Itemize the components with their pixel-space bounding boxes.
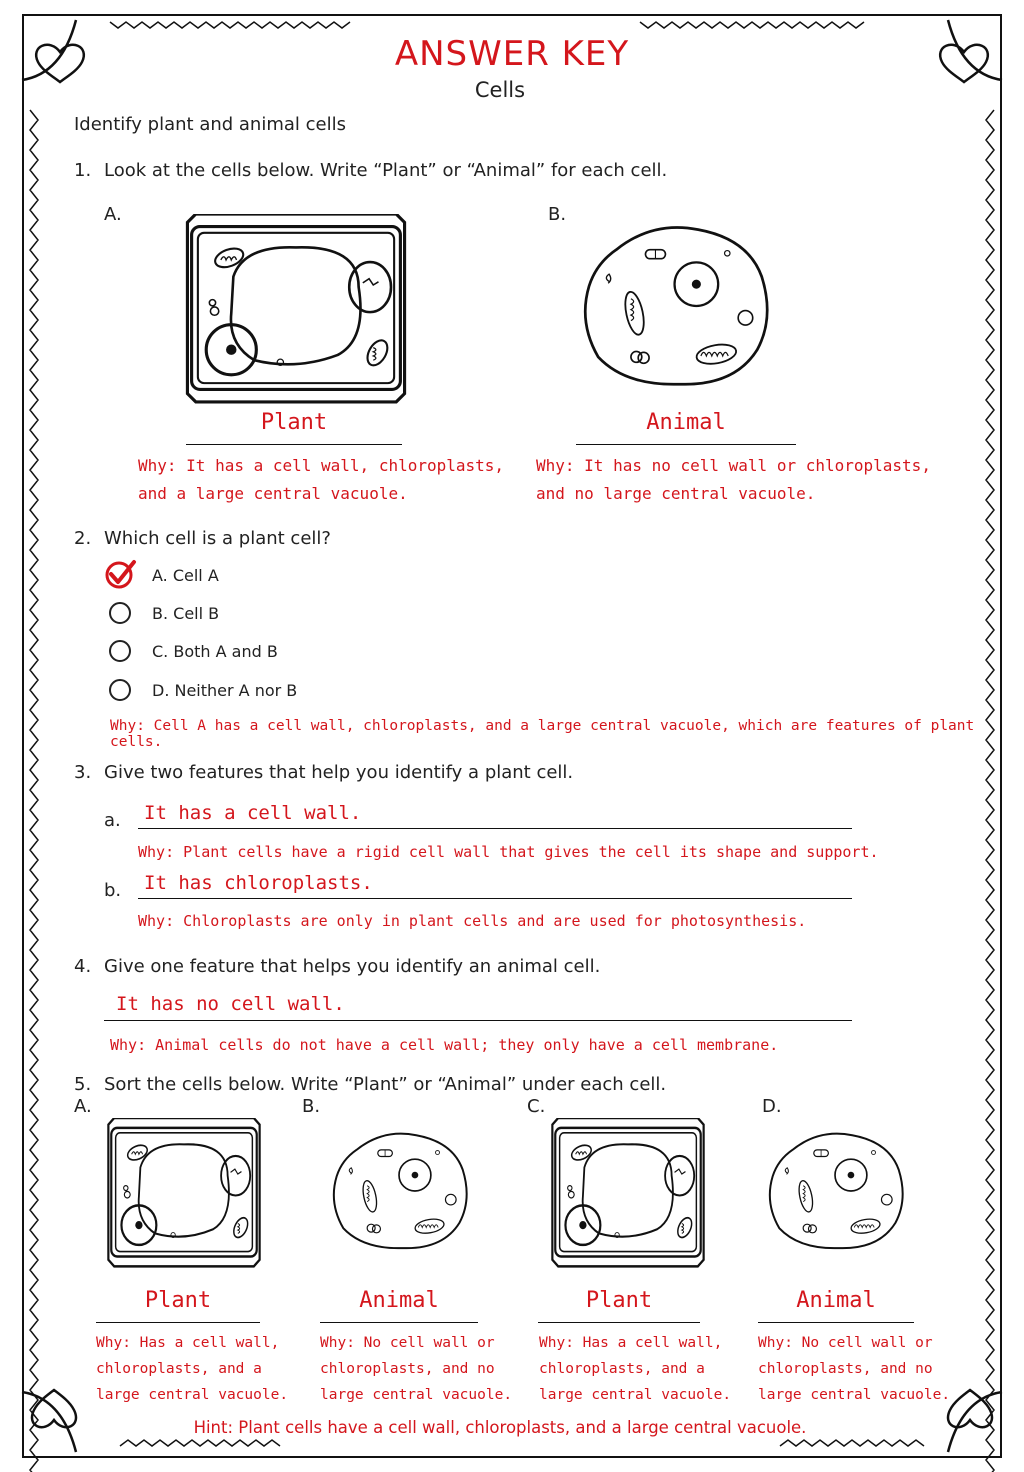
q5-why-d-line2: chloroplasts, and no bbox=[758, 1361, 933, 1377]
q5-cell-a-label: A. bbox=[74, 1096, 92, 1117]
q1-text: Look at the cells below. Write “Plant” or “Animal” for each cell. bbox=[104, 160, 668, 181]
q5-why-c bbox=[539, 1330, 731, 1408]
q5-cell-b-image bbox=[330, 1118, 476, 1264]
q5-why-a-line3: large central vacuole. bbox=[96, 1387, 289, 1403]
q5-why-c-line2: chloroplasts, and a bbox=[539, 1361, 705, 1377]
q1-why-a-line2: and a large central vacuole. bbox=[138, 484, 408, 503]
q3-a-line bbox=[138, 828, 852, 829]
q5-why-d-line3: large central vacuole. bbox=[758, 1387, 951, 1403]
q5-why-c-line3: large central vacuole. bbox=[539, 1387, 732, 1403]
q5-cell-c-image bbox=[548, 1118, 708, 1268]
q5-why-d bbox=[758, 1330, 950, 1408]
page-title: ANSWER KEY bbox=[394, 34, 630, 74]
q5-why-a bbox=[96, 1330, 288, 1408]
q5-cell-d-label: D. bbox=[762, 1096, 782, 1117]
q5-cell-c-label: C. bbox=[527, 1096, 546, 1117]
q3-a-answer: It has a cell wall. bbox=[144, 802, 362, 824]
q4-line bbox=[104, 1020, 852, 1021]
q5-why-d-line1: Why: No cell wall or bbox=[758, 1335, 933, 1351]
q5-why-c-line1: Why: Has a cell wall, bbox=[539, 1335, 723, 1351]
q1-why-b-line1: Why: It has no cell wall or chloroplasts, bbox=[536, 456, 931, 475]
q1-why-a-line1: Why: It has a cell wall, chloroplasts, bbox=[138, 456, 505, 475]
q2-why: Why: Cell A has a cell wall, chloroplasts, and a large central vacuole, which are features of plant cells. bbox=[110, 718, 975, 750]
q1-cell-b-label: B. bbox=[548, 204, 567, 225]
q1-cell-a-label: A. bbox=[104, 204, 122, 225]
q5-text: Sort the cells below. Write “Plant” or “Animal” under each cell. bbox=[104, 1074, 667, 1095]
q5-cell-a-image bbox=[104, 1118, 264, 1268]
q1-plant-cell-image bbox=[176, 214, 416, 404]
q3-b-why: Why: Chloroplasts are only in plant cells and are used for photosynthesis. bbox=[138, 912, 807, 930]
q1-animal-cell-image bbox=[580, 214, 780, 398]
q1-answer-b-line bbox=[576, 444, 796, 445]
q5-why-a-line2: chloroplasts, and a bbox=[96, 1361, 262, 1377]
q1-why-b bbox=[536, 452, 931, 508]
q3-text: Give two features that help you identify a plant cell. bbox=[104, 762, 574, 783]
q5-cell-b-label: B. bbox=[302, 1096, 321, 1117]
q4-why: Why: Animal cells do not have a cell wall; they only have a cell membrane. bbox=[110, 1036, 779, 1054]
q5-answer-d: Animal bbox=[796, 1288, 876, 1313]
instructions: Identify plant and animal cells bbox=[74, 114, 346, 135]
option-b-label[interactable]: B. Cell B bbox=[152, 604, 220, 623]
q4-number: 4. bbox=[74, 956, 92, 977]
q5-answer-a-line bbox=[96, 1322, 260, 1323]
option-c-label[interactable]: C. Both A and B bbox=[152, 642, 278, 661]
q1-answer-b: Animal bbox=[646, 410, 726, 435]
q5-answer-c-line bbox=[538, 1322, 700, 1323]
q5-answer-b: Animal bbox=[359, 1288, 439, 1313]
q1-why-a bbox=[138, 452, 504, 508]
option-c-radio[interactable] bbox=[109, 640, 131, 662]
hint-text: Hint: Plant cells have a cell wall, chloroplasts, and a large central vacuole. bbox=[193, 1418, 807, 1437]
q5-why-b-line2: chloroplasts, and no bbox=[320, 1361, 495, 1377]
q5-why-a-line1: Why: Has a cell wall, bbox=[96, 1335, 280, 1351]
q4-text: Give one feature that helps you identify an animal cell. bbox=[104, 956, 601, 977]
q5-answer-b-line bbox=[320, 1322, 478, 1323]
q3-b-label: b. bbox=[104, 880, 122, 901]
q1-why-b-line2: and no large central vacuole. bbox=[536, 484, 816, 503]
q5-why-b-line3: large central vacuole. bbox=[320, 1387, 513, 1403]
q5-why-b-line1: Why: No cell wall or bbox=[320, 1335, 495, 1351]
q5-why-b bbox=[320, 1330, 512, 1408]
q5-answer-d-line bbox=[758, 1322, 914, 1323]
option-d-radio[interactable] bbox=[109, 679, 131, 701]
q2-text: Which cell is a plant cell? bbox=[104, 528, 331, 549]
q5-answer-c: Plant bbox=[585, 1288, 653, 1313]
option-b-radio[interactable] bbox=[109, 602, 131, 624]
q1-number: 1. bbox=[74, 160, 92, 181]
q2-number: 2. bbox=[74, 528, 92, 549]
option-a-checked-radio[interactable] bbox=[104, 558, 138, 592]
q1-answer-a: Plant bbox=[260, 410, 328, 435]
q5-answer-a: Plant bbox=[144, 1288, 212, 1313]
option-d-label[interactable]: D. Neither A nor B bbox=[152, 681, 298, 700]
page-subtitle: Cells bbox=[474, 78, 526, 102]
option-a-label[interactable]: A. Cell A bbox=[152, 566, 219, 585]
q3-b-line bbox=[138, 898, 852, 899]
q3-number: 3. bbox=[74, 762, 92, 783]
q5-cell-d-image bbox=[766, 1118, 912, 1264]
q5-number: 5. bbox=[74, 1074, 92, 1095]
q3-b-answer: It has chloroplasts. bbox=[144, 872, 373, 894]
q1-answer-a-line bbox=[186, 444, 402, 445]
q4-answer: It has no cell wall. bbox=[116, 993, 345, 1015]
q3-a-why: Why: Plant cells have a rigid cell wall that gives the cell its shape and support. bbox=[138, 843, 879, 861]
q3-a-label: a. bbox=[104, 810, 121, 831]
